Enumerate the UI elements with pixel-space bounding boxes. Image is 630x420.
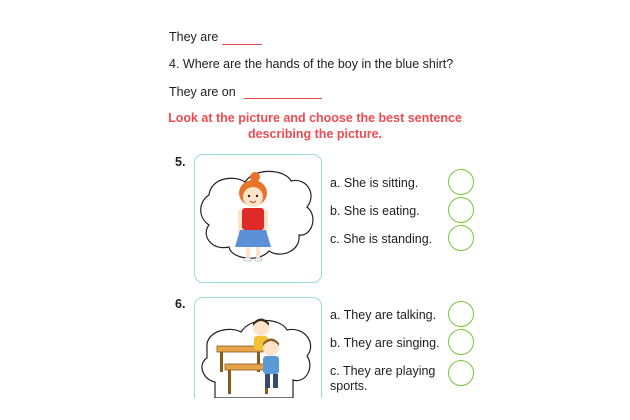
students-at-desks-illustration: [195, 298, 321, 398]
question-6-picture: [194, 297, 322, 398]
q5-option-b: b. She is eating.: [330, 204, 420, 218]
q6-option-c-answer-circle[interactable]: [448, 360, 474, 386]
q6-option-a: a. They are talking.: [330, 308, 437, 322]
q5-option-c-answer-circle[interactable]: [448, 225, 474, 251]
instruction-line-2: describing the picture.: [247, 127, 383, 141]
question-5-picture: [194, 154, 322, 283]
q6-option-a-answer-circle[interactable]: [448, 301, 474, 327]
instruction-heading: [150, 110, 480, 142]
they-are-line: [169, 30, 218, 44]
question-5-number: 5.: [175, 155, 186, 169]
answer-blank-line-4[interactable]: [244, 98, 322, 99]
instruction-line-1: Look at the picture and choose the best sentence: [168, 111, 462, 125]
answer-blank-line-1[interactable]: [222, 44, 262, 45]
q6-option-b-answer-circle[interactable]: [448, 329, 474, 355]
q5-option-c: c. She is standing.: [330, 232, 433, 246]
q5-option-a-answer-circle[interactable]: [448, 169, 474, 195]
they-are-text: They are: [169, 30, 219, 44]
q5-option-b-answer-circle[interactable]: [448, 197, 474, 223]
question-4: 4. Where are the hands of the boy in the blue shirt?: [169, 57, 454, 71]
question-6-number: 6.: [175, 297, 186, 311]
q6-option-b: b. They are singing.: [330, 336, 440, 350]
girl-standing-illustration: [195, 155, 321, 282]
q6-option-c: c. They are playing sports.: [330, 364, 436, 393]
q5-option-a: a. She is sitting.: [330, 176, 419, 190]
question-4-answer-prompt: They are on: [169, 85, 236, 99]
